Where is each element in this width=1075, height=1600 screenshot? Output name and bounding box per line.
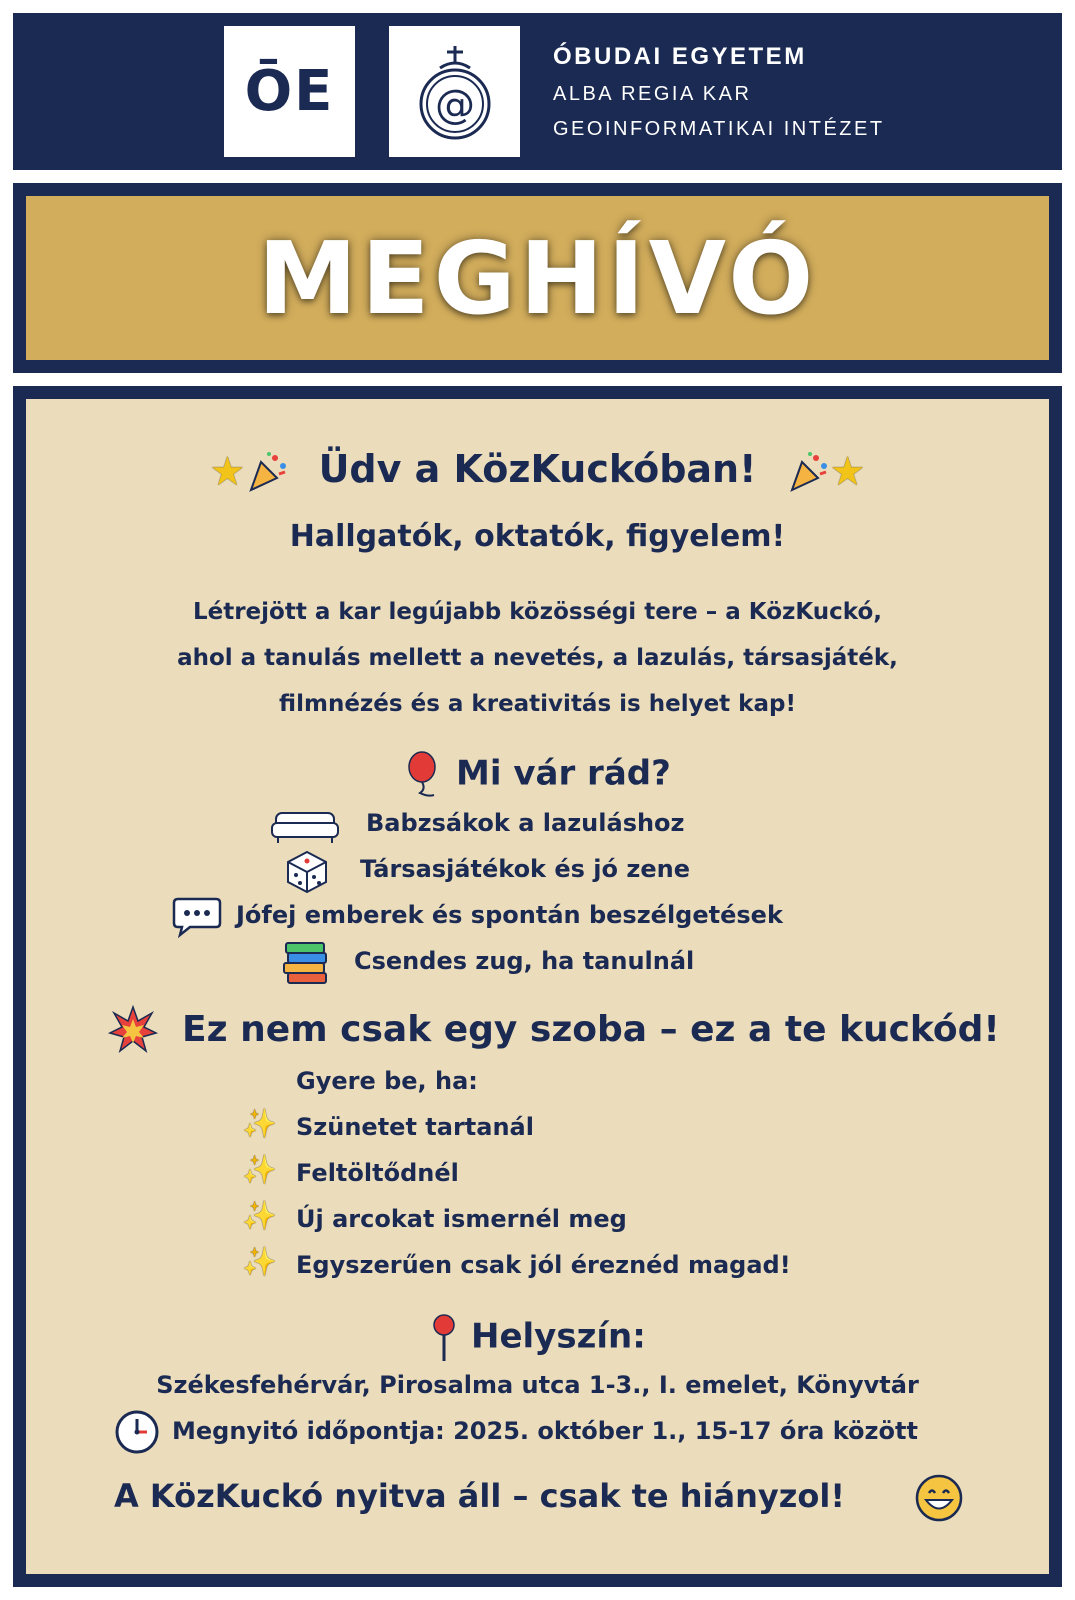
clock-icon (114, 1409, 160, 1455)
books-icon (282, 939, 330, 985)
intro-line-3: filmnézés és a kreativitás is helyet kap! (279, 691, 796, 717)
university-name: ÓBUDAI EGYETEM (553, 43, 807, 70)
title-frame (13, 183, 1062, 373)
sparkles-icon: ✨ (242, 1107, 277, 1140)
room-heading: Ez nem csak egy szoba – ez a te kuckód! (182, 1009, 1000, 1050)
welcome-heading-row (26, 447, 1049, 495)
offer-item-3: Jófej emberek és spontán beszélgetések (236, 901, 783, 929)
offer-heading: Mi vár rád? (456, 753, 671, 794)
content-panel (26, 399, 1049, 1574)
offer-heading-row (26, 751, 1049, 799)
opening-time: Megnyitó időpontja: 2025. október 1., 15-17 óra között (172, 1417, 918, 1445)
room-item-3: Új arcokat ismernél meg (296, 1205, 627, 1233)
speech-bubble-icon (172, 895, 222, 939)
location-heading-row (26, 1313, 1049, 1363)
intro-line-1: Létrejött a kar legújabb közösségi tere – a KözKuckó, (192, 599, 883, 625)
glowing-star-icon: ★ (209, 448, 246, 495)
room-lead: Gyere be, ha: (296, 1067, 478, 1095)
title-banner (26, 196, 1049, 360)
sparkles-icon: ✨ (242, 1153, 277, 1186)
institute-name: GEOINFORMATIKAI INTÉZET (553, 118, 885, 140)
faculty-name: ALBA REGIA KAR (553, 83, 752, 105)
oe-logo-text: ŌE (244, 59, 335, 124)
location-heading: Helyszín: (471, 1316, 646, 1357)
location-address: Székesfehérvár, Pirosalma utca 1-3., I. emelet, Könyvtár (156, 1371, 919, 1399)
closing-line: A KözKuckó nyitva áll – csak te hiányzol! (114, 1477, 845, 1515)
header-bar (13, 13, 1062, 170)
oe-logo (224, 26, 355, 157)
party-popper-icon (786, 450, 830, 494)
offer-item-2: Társasjátékok és jó zene (360, 855, 690, 883)
seal-at-icon (410, 42, 500, 142)
content-frame (13, 386, 1062, 1587)
offer-item-1: Babzsákok a lazuláshoz (366, 809, 685, 837)
faculty-seal-logo (389, 26, 520, 157)
welcome-subheading: Hallgatók, oktatók, figyelem! (289, 519, 786, 554)
sparkles-icon: ✨ (242, 1199, 277, 1232)
room-item-2: Feltöltődnél (296, 1159, 459, 1187)
pushpin-icon (429, 1313, 459, 1363)
grinning-face-icon (914, 1473, 964, 1523)
balloon-icon (404, 751, 444, 799)
svg-text:@: @ (434, 81, 475, 128)
dice-icon (284, 849, 330, 895)
couch-icon (270, 809, 340, 845)
collision-icon (108, 1005, 158, 1055)
university-name-block (553, 43, 885, 153)
sparkles-icon: ✨ (242, 1245, 277, 1278)
room-item-1: Szünetet tartanál (296, 1113, 534, 1141)
glowing-star-icon: ★ (829, 448, 866, 495)
room-item-4: Egyszerűen csak jól éreznéd magad! (296, 1251, 791, 1279)
intro-line-2: ahol a tanulás mellett a nevetés, a lazulás, társasjáték, (177, 645, 898, 671)
offer-item-4: Csendes zug, ha tanulnál (354, 947, 695, 975)
welcome-heading: Üdv a KözKuckóban! (318, 447, 757, 491)
party-popper-icon (245, 450, 289, 494)
page-title: MEGHÍVÓ (257, 219, 818, 337)
